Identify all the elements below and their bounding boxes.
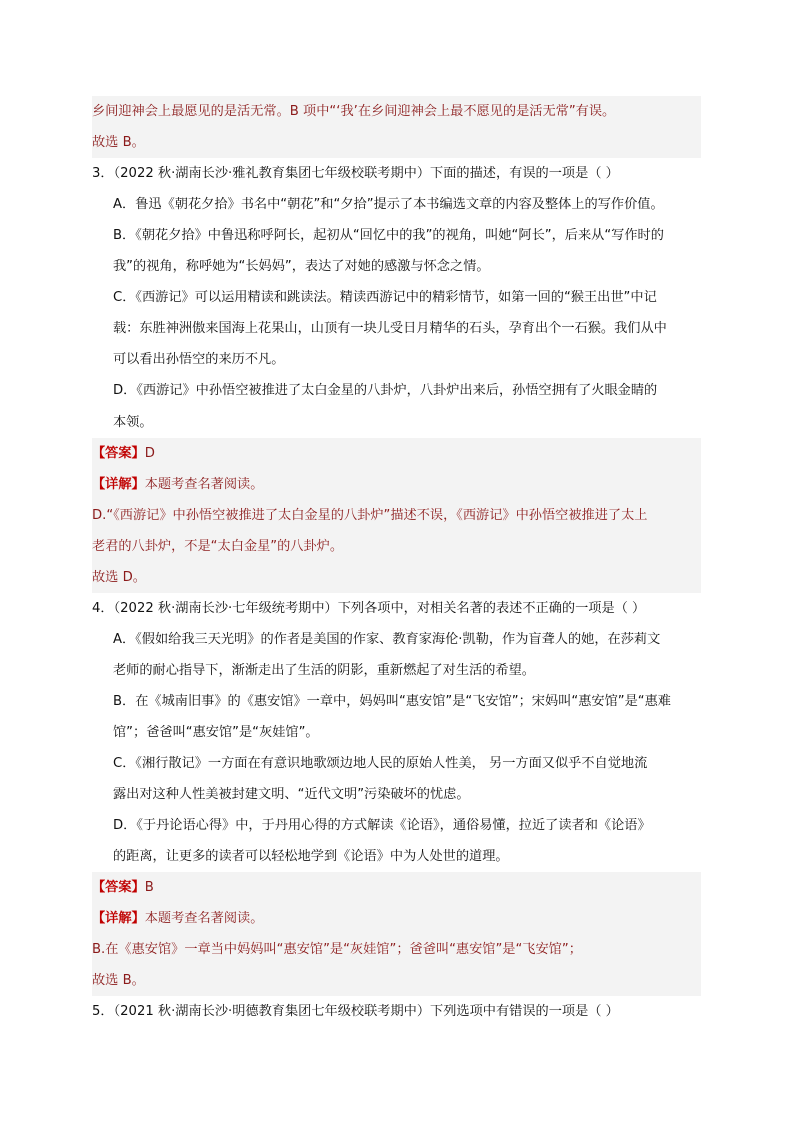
option-line <box>113 344 701 375</box>
answer-line <box>92 872 701 903</box>
option-line <box>113 655 701 686</box>
line-text: A．《假如给我三天光明》的作者是美国的作家、教育家海伦·凯勒，作为盲聋人的她，在莎莉文 <box>113 631 661 647</box>
line-text: A．鲁迅《朝花夕拾》书名中“朝花”和“夕拾”提示了本书编选文章的内容及整体上的写作价值。 <box>113 197 664 213</box>
option-line <box>113 841 701 872</box>
line-text: B．《朝花夕拾》中鲁迅称呼阿长，起初从“回忆中的我”的视角，叫她“阿长”，后来从“写作时的 <box>113 228 664 244</box>
line-text: 本领。 <box>113 414 153 430</box>
option-line <box>113 375 701 406</box>
option-line <box>113 624 701 655</box>
line-text: 4．（2022 秋·湖南长沙·七年级统考期中）下列各项中，对相关名著的表述不正确的一项是（ ） <box>92 600 646 616</box>
line-text: 本题考查名著阅读。 <box>144 911 264 927</box>
answer-line <box>92 531 701 562</box>
line-text: 露出对这种人性美被封建文明、“近代文明”污染破坏的忧虑。 <box>113 787 470 803</box>
option-line <box>113 220 701 251</box>
answer-line <box>92 438 701 469</box>
option-line <box>113 251 701 282</box>
line-text: 5．（2021 秋·湖南长沙·明德教育集团七年级校联考期中）下列选项中有错误的一项是（ ） <box>92 1004 619 1020</box>
line-text: 3．（2022 秋·湖南长沙·雅礼教育集团七年级校联考期中）下面的描述，有误的一项是（ ） <box>92 166 619 182</box>
line-text: 故选 B。 <box>92 973 145 989</box>
answer-tag: 【详解】 <box>92 476 145 492</box>
line-text: 我”的视角，称呼她为“长妈妈”，表达了对她的感激与怀念之情。 <box>113 259 490 275</box>
answer-line <box>92 562 701 593</box>
line-text: B <box>144 880 154 896</box>
line-text: D.“《西游记》中孙悟空被推进了太白金星的八卦炉”描述不误，《西游记》中孙悟空被推进了太上 <box>92 507 648 523</box>
line-text: 本题考查名著阅读。 <box>144 476 264 492</box>
line-text: D．《西游记》中孙悟空被推进了太白金星的八卦炉，八卦炉出来后，孙悟空拥有了火眼金睛的 <box>113 383 658 399</box>
line-text: 的距离，让更多的读者可以轻松地学到《论语》中为人处世的道理。 <box>113 849 509 865</box>
option-line <box>113 686 701 717</box>
question-line <box>92 996 701 1027</box>
question-line <box>92 593 701 624</box>
line-text: 老君的八卦炉，不是“太白金星”的八卦炉。 <box>92 538 344 554</box>
line-text: D <box>144 445 155 461</box>
option-line <box>113 313 701 344</box>
answer-tag: 【答案】 <box>92 880 145 896</box>
line-text: 载：东胜神洲傲来国海上花果山，山顶有一块儿受日月精华的石头，孕育出个一石猴。我们从中 <box>113 321 667 337</box>
option-line <box>113 189 701 220</box>
question-line <box>92 158 701 189</box>
answer-line <box>92 903 701 934</box>
line-text: B．在《城南旧事》的《惠安馆》一章中，妈妈叫“惠安馆”是“飞安馆”；宋妈叫“惠安馆”是“惠难 <box>113 693 671 709</box>
line-text: 故选 D。 <box>92 569 146 585</box>
answer-line <box>92 469 701 500</box>
line-text: C．《西游记》可以运用精读和跳读法。精读西游记中的精彩情节，如第一回的“猴王出世”中记 <box>113 290 657 306</box>
option-line <box>113 717 701 748</box>
option-line <box>113 748 701 779</box>
line-text: 可以看出孙悟空的来历不凡。 <box>113 352 285 368</box>
line-text: B.在《惠安馆》一章当中妈妈叫“惠安馆”是“灰娃馆”；爸爸叫“惠安馆”是“飞安馆”； <box>92 942 582 958</box>
answer-tag: 【详解】 <box>92 911 145 927</box>
line-text: C．《湘行散记》一方面在有意识地歌颂边地人民的原始人性美， 另一方面又似乎不自觉地流 <box>113 756 648 772</box>
option-line <box>113 779 701 810</box>
line-text: 老师的耐心指导下，渐渐走出了生活的阴影，重新燃起了对生活的希望。 <box>113 662 535 678</box>
option-line <box>113 407 701 438</box>
answer-tag: 【答案】 <box>92 445 145 461</box>
answer-line <box>92 127 701 158</box>
line-text: 故选 B。 <box>92 135 145 151</box>
answer-line <box>92 965 701 996</box>
answer-line <box>92 96 701 127</box>
option-line <box>113 282 701 313</box>
line-text: 乡间迎神会上最愿见的是活无常。B 项中“‘我’在乡间迎神会上最不愿见的是活无常”有误。 <box>92 104 616 119</box>
answer-line <box>92 500 701 531</box>
option-line <box>113 810 701 841</box>
answer-line <box>92 934 701 965</box>
line-text: D．《于丹论语心得》中，于丹用心得的方式解读《论语》，通俗易懂，拉近了读者和《论语》 <box>113 818 651 834</box>
line-text: 馆”；爸爸叫“惠安馆”是“灰娃馆”。 <box>113 725 319 740</box>
